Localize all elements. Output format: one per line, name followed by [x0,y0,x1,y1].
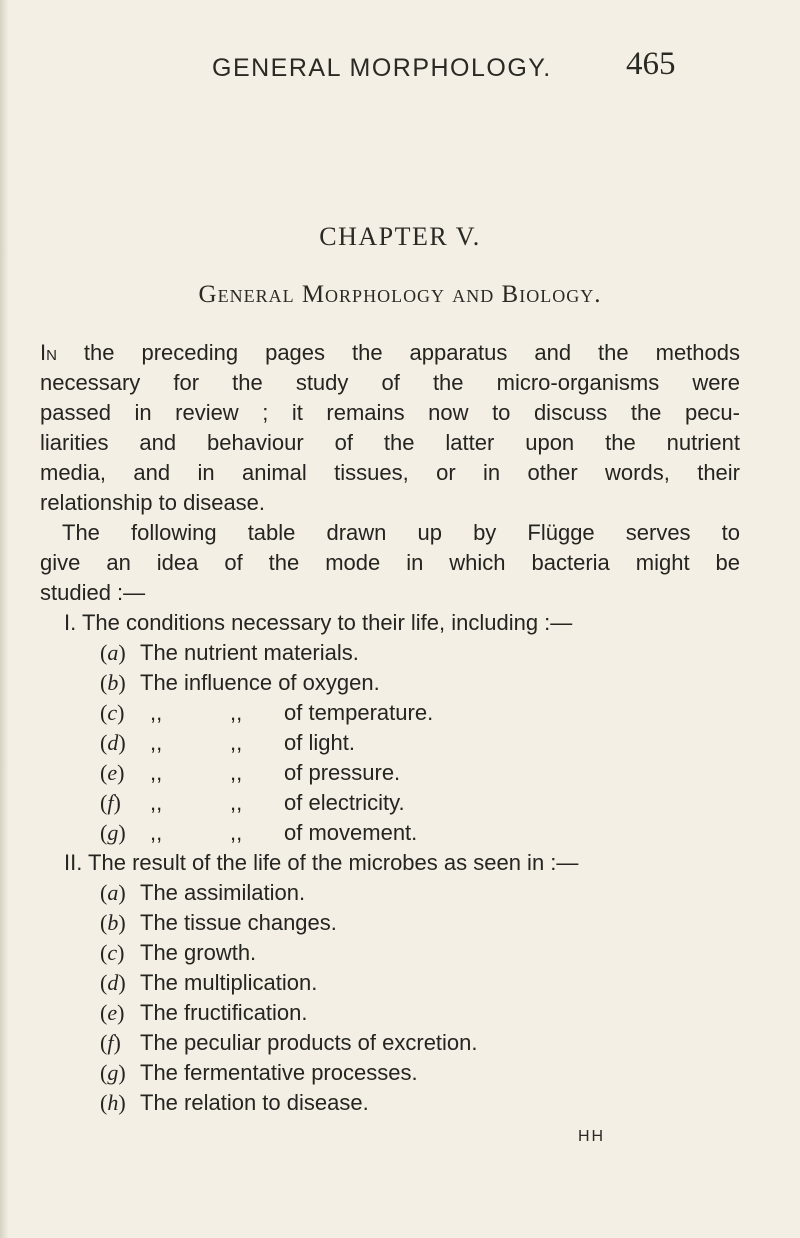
item-letter: ( a ) [100,638,126,668]
paragraph-line: studied :— [40,580,146,605]
item-text: of movement. [284,820,418,845]
item-letter: ( a ) [100,878,126,908]
item-letter: ( d ) [100,728,126,758]
ditto-mark: ,, [230,790,243,815]
item-letter: ( c ) [100,938,124,968]
list-item [40,788,740,818]
list-item [40,758,740,788]
item-text: The fermentative processes. [140,1060,418,1085]
ditto-mark: ,, [230,820,243,845]
section-results-list [40,878,740,1118]
item-text: of pressure. [284,760,401,785]
list-item [40,1088,740,1118]
list-item [40,728,740,758]
list-item [40,818,740,848]
item-text: The growth. [140,940,257,965]
list-item [40,998,740,1028]
item-letter: ( e ) [100,758,124,788]
item-letter: ( d ) [100,968,126,998]
item-text: The peculiar products of excretion. [140,1030,478,1055]
list-item [40,698,740,728]
ditto-mark: ,, [150,700,163,725]
item-letter: ( b ) [100,908,126,938]
body-text [40,338,740,1118]
list-item [40,878,740,908]
chapter-title: CHAPTER V. [319,222,481,251]
item-letter: ( c ) [100,698,124,728]
running-head: GENERAL MORPHOLOGY. [212,54,552,82]
ditto-mark: ,, [150,730,163,755]
section-conditions-list [40,638,740,848]
ditto-mark: ,, [150,760,163,785]
section-heading-conditions: I. The conditions necessary to their life, including :— [64,610,573,635]
paragraph-line: media, and in animal tissues, or in other words, their [40,460,740,485]
item-text: The relation to disease. [140,1090,369,1115]
page-number: 465 [626,46,676,82]
item-text: The influence of oxygen. [140,670,380,695]
paragraph-line: The following table drawn up by Flügge serves to [62,520,740,545]
list-item [40,968,740,998]
item-letter: ( g ) [100,1058,126,1088]
ditto-mark: ,, [150,820,163,845]
paragraph-line: liarities and behaviour of the latter upon the nutrient [40,430,740,455]
lead-word: In [40,340,57,365]
list-item [40,1058,740,1088]
list-item [40,668,740,698]
chapter-subtitle: General Morphology and Biology. [198,281,602,308]
ditto-mark: ,, [230,700,243,725]
paragraph-line: In the preceding pages the apparatus and the methods [40,340,740,365]
paragraph-intro [40,338,740,518]
page-header [0,44,800,94]
list-item [40,908,740,938]
paragraph-line: give an idea of the mode in which bacteria might be [40,550,740,575]
item-text: The multiplication. [140,970,318,995]
item-text: The tissue changes. [140,910,337,935]
item-text: of light. [284,730,355,755]
item-text: of electricity. [284,790,405,815]
item-text: The nutrient materials. [140,640,359,665]
paragraph-table-intro [40,518,740,608]
ditto-mark: ,, [230,730,243,755]
section-heading-results: II. The result of the life of the microbes as seen in :— [64,850,579,875]
ditto-mark: ,, [230,760,243,785]
item-letter: ( b ) [100,668,126,698]
signature-mark: HH [578,1128,606,1145]
paragraph-line: passed in review ; it remains now to discuss the pecu- [40,400,740,425]
item-text: The assimilation. [140,880,306,905]
item-letter: ( h ) [100,1088,126,1118]
item-letter: ( e ) [100,998,124,1028]
list-item [40,938,740,968]
list-item [40,638,740,668]
paragraph-line: relationship to disease. [40,490,266,515]
ditto-mark: ,, [150,790,163,815]
page-edge-shadow [0,0,9,1238]
item-text: The fructification. [140,1000,308,1025]
list-item [40,1028,740,1058]
item-letter: ( g ) [100,818,126,848]
item-letter: ( f ) [100,1028,121,1058]
paragraph-line: necessary for the study of the micro-organisms were [40,370,740,395]
item-text: of temperature. [284,700,434,725]
item-letter: ( f ) [100,788,121,818]
